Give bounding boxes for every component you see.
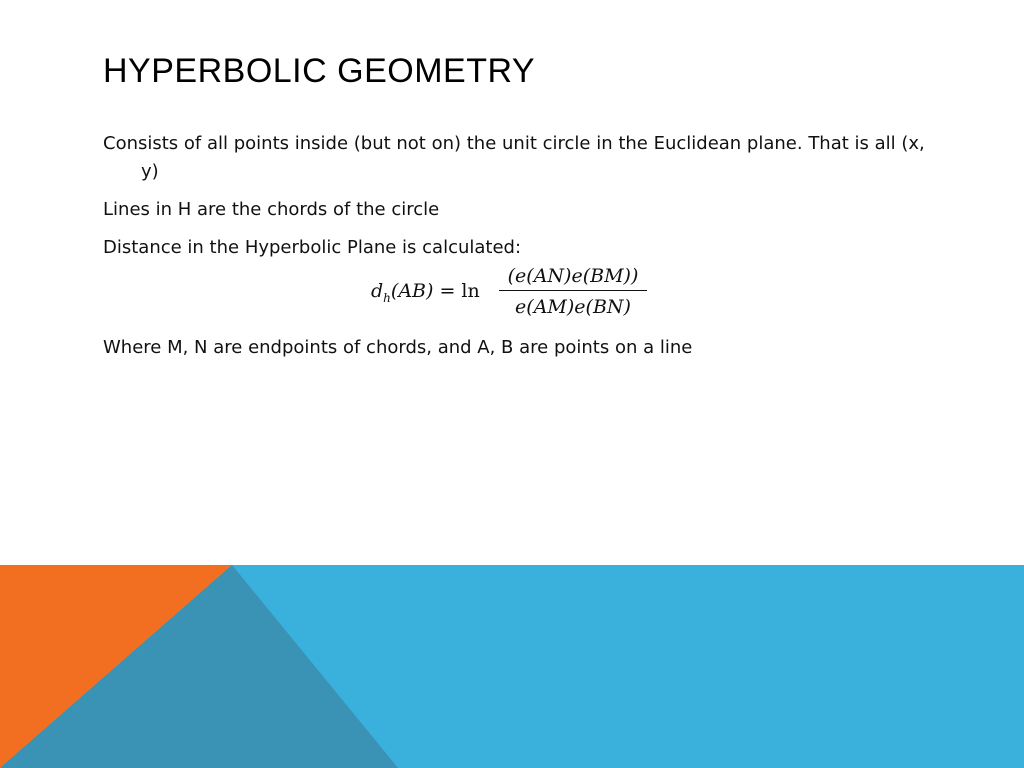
slide-title: HYPERBOLIC GEOMETRY (103, 52, 536, 90)
formula-equals: = (433, 280, 462, 302)
paragraph-where: Where M, N are endpoints of chords, and A, B are points on a line (103, 337, 693, 358)
formula-arg: (AB) (390, 280, 434, 302)
paragraph-lines: Lines in H are the chords of the circle (103, 199, 440, 220)
formula-numerator: (e(AN)e(BM)) (507, 265, 639, 287)
formula-d: d (371, 280, 384, 302)
paragraph-distance: Distance in the Hyperbolic Plane is calculated: (103, 237, 522, 258)
formula-lhs (371, 280, 480, 305)
formula-ln: ln (461, 280, 480, 302)
formula-denominator: e(AM)e(BN) (515, 296, 631, 318)
formula-fraction (499, 264, 647, 319)
distance-formula (371, 264, 933, 320)
paragraph-definition: Consists of all points inside (but not on) the unit circle in the Euclidean plane. That is all (x, y) (103, 133, 925, 182)
fraction-bar (499, 290, 647, 291)
slide-content (103, 130, 933, 362)
decorative-footer (0, 565, 1024, 768)
formula-subscript: h (383, 290, 391, 305)
